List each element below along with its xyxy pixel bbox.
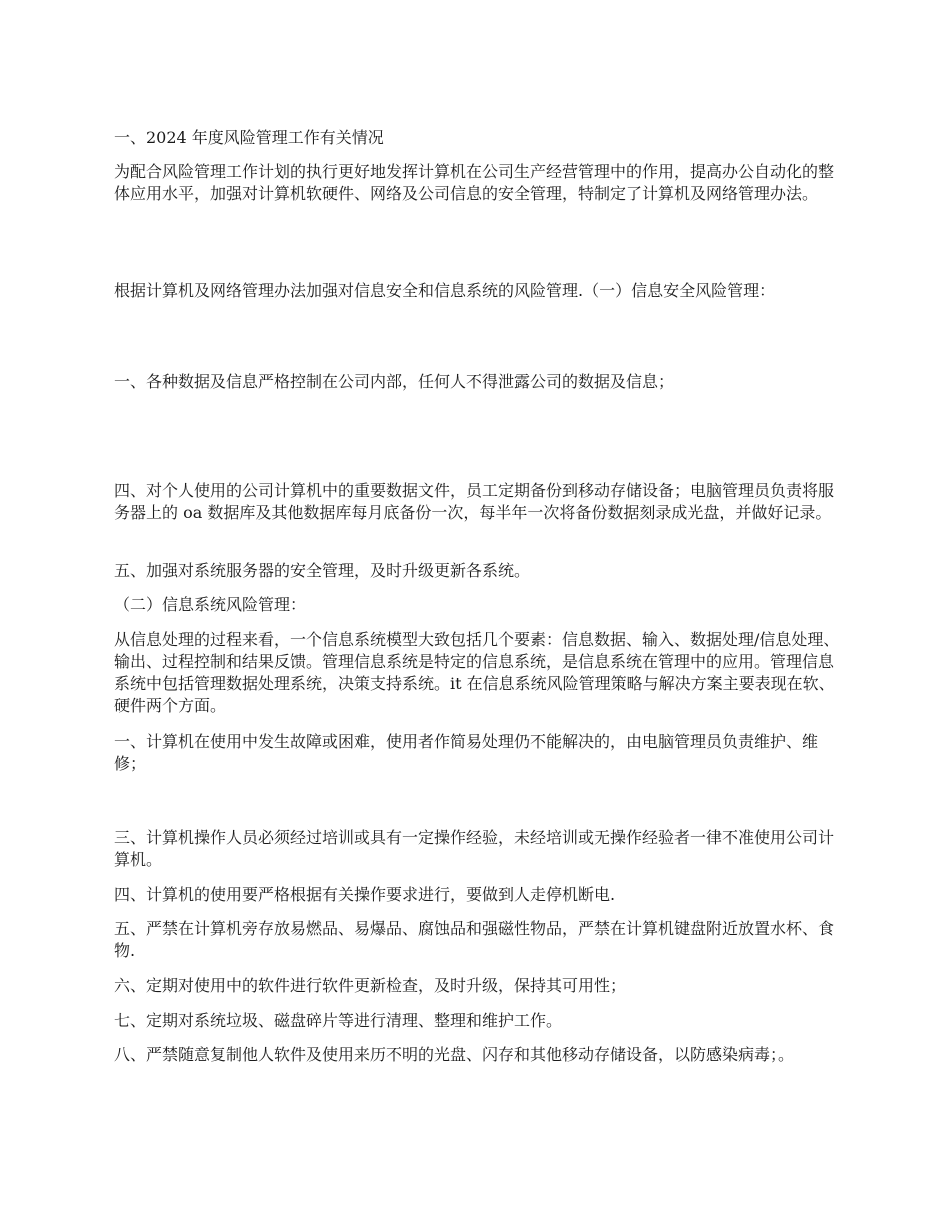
paragraph-system-rule-1: 一、计算机在使用中发生故障或困难，使用者作简易处理仍不能解决的，由电脑管理员负责维护、维修； bbox=[114, 732, 819, 773]
paragraph-system-rule-8: 八、严禁随意复制他人软件及使用来历不明的光盘、闪存和其他移动存储设备，以防感染病毒；。 bbox=[114, 1045, 795, 1064]
paragraph-rule-1: 一、各种数据及信息严格控制在公司内部，任何人不得泄露公司的数据及信息； bbox=[114, 372, 675, 391]
paragraph-system-rule-3: 三、计算机操作人员必须经过培训或具有一定操作经验，未经培训或无操作经验者一律不准使用公司计算机。 bbox=[114, 828, 835, 869]
paragraph-system-rule-6: 六、定期对使用中的软件进行软件更新检查，及时升级，保持其可用性； bbox=[114, 976, 627, 995]
paragraph-system-rule-7: 七、定期对系统垃圾、磁盘碎片等进行清理、整理和维护工作。 bbox=[114, 1011, 563, 1030]
paragraph-rule-4: 四、对个人使用的公司计算机中的重要数据文件，员工定期备份到移动存储设备；电脑管理员负责将服务器上的 oa 数据库及其他数据库每月底备份一次，每半年一次将备份数据刻录成光盘，并做好记录。 bbox=[114, 481, 835, 522]
document-page bbox=[114, 0, 840, 1230]
section-heading: 一、2024 年度风险管理工作有关情况 bbox=[114, 128, 384, 147]
subsection-heading: （二）信息系统风险管理： bbox=[114, 595, 307, 614]
paragraph-intro: 为配合风险管理工作计划的执行更好地发挥计算机在公司生产经营管理中的作用，提高办公自动化的整体应用水平，加强对计算机软硬件、网络及公司信息的安全管理，特制定了计算机及网络管理办法。 bbox=[114, 162, 835, 203]
paragraph-info-security-intro: 根据计算机及网络管理办法加强对信息安全和信息系统的风险管理.（一）信息安全风险管理： bbox=[114, 281, 776, 300]
paragraph-system-intro: 从信息处理的过程来看，一个信息系统模型大致包括几个要素：信息数据、输入、数据处理/信息处理、输出、过程控制和结果反馈。管理信息系统是特定的信息系统，是信息系统在管理中的应用。管理信息系统中包括管理数据处理系统，决策支持系统。it 在信息系统风险管理策略与解决方案主要表现在软、硬件两个方面。 bbox=[114, 630, 840, 715]
paragraph-system-rule-4: 四、计算机的使用要严格根据有关操作要求进行，要做到人走停机断电. bbox=[114, 885, 616, 904]
paragraph-system-rule-5: 五、严禁在计算机旁存放易燃品、易爆品、腐蚀品和强磁性物品，严禁在计算机键盘附近放置水杯、食物. bbox=[114, 919, 835, 960]
paragraph-rule-5: 五、加强对系统服务器的安全管理，及时升级更新各系统。 bbox=[114, 561, 531, 580]
